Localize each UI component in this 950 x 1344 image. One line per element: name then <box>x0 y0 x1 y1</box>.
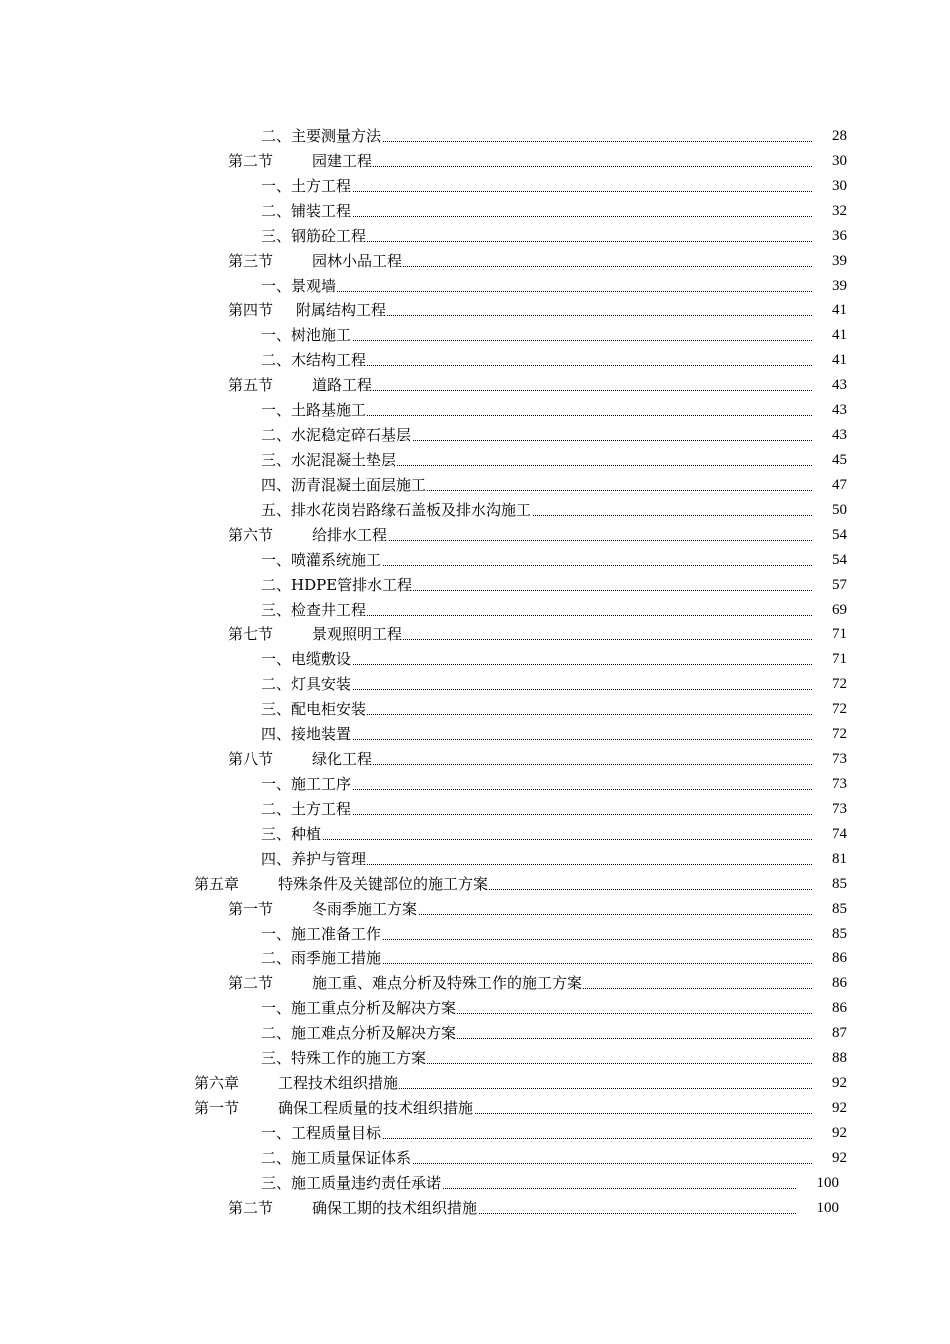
toc-entry-title: 二、施工难点分析及解决方案 <box>261 1021 457 1045</box>
toc-entry-number: 第四节 <box>228 301 274 320</box>
toc-entry-title: 三、种植 <box>261 822 322 846</box>
toc-entry-number: 第二节 <box>228 151 274 170</box>
toc-entry[interactable] <box>0 373 950 398</box>
toc-page-number: 50 <box>832 501 847 518</box>
toc-page-number: 41 <box>832 352 847 369</box>
toc-entry-number: 第五节 <box>228 376 274 395</box>
toc-page-number: 36 <box>832 227 847 244</box>
toc-entry-title: 一、土路基施工 <box>261 398 367 422</box>
toc-entry-number: 第七节 <box>228 625 274 644</box>
toc-page-number: 86 <box>832 975 847 992</box>
toc-entry-title: 三、水泥混凝土垫层 <box>261 448 397 472</box>
toc-entry-title: 二、主要测量方法 <box>261 124 382 148</box>
toc-entry[interactable] <box>0 897 950 922</box>
toc-entry[interactable] <box>0 697 950 722</box>
toc-entry-title: 一、施工工序 <box>261 772 352 796</box>
toc-entry-number: 第六节 <box>228 525 274 544</box>
toc-entry[interactable] <box>0 1046 950 1071</box>
toc-page-number: 43 <box>832 377 847 394</box>
toc-page-number: 28 <box>832 128 847 144</box>
toc-page-number: 72 <box>832 726 847 743</box>
toc-entry[interactable] <box>0 1196 950 1221</box>
toc-entry[interactable] <box>0 822 950 847</box>
toc-entry-title: 二、木结构工程 <box>261 348 367 372</box>
toc-page-number: 41 <box>832 302 847 319</box>
toc-dot-leader <box>261 839 812 840</box>
toc-entry-title: 二、土方工程 <box>261 797 352 821</box>
toc-page-number: 86 <box>832 950 847 967</box>
toc-entry[interactable] <box>0 224 950 249</box>
toc-entry[interactable] <box>0 996 950 1021</box>
toc-entry[interactable] <box>0 1071 950 1096</box>
toc-entry-title: 三、特殊工作的施工方案 <box>261 1046 427 1070</box>
toc-page-number: 39 <box>832 252 847 269</box>
toc-entry-number: 第六章 <box>194 1074 240 1093</box>
toc-entry-title: 园林小品工程 <box>312 249 403 273</box>
toc-entry-title: 一、工程质量目标 <box>261 1121 382 1145</box>
toc-entry-title: 五、排水花岗岩路缘石盖板及排水沟施工 <box>261 498 532 522</box>
toc-entry-number: 第三节 <box>228 251 274 270</box>
toc-entry-title: 绿化工程 <box>312 747 373 771</box>
toc-page-number: 45 <box>832 451 847 468</box>
toc-entry[interactable] <box>0 872 950 897</box>
toc-page-number: 85 <box>832 900 847 917</box>
toc-dot-leader <box>312 390 812 391</box>
toc-entry[interactable] <box>0 747 950 772</box>
toc-entry-number: 第一节 <box>194 1098 240 1117</box>
toc-entry[interactable] <box>0 722 950 747</box>
toc-entry[interactable] <box>0 1121 950 1146</box>
toc-entry[interactable] <box>0 199 950 224</box>
toc-page-number: 74 <box>832 825 847 842</box>
toc-entry-title: 给排水工程 <box>312 523 388 547</box>
toc-page-number: 54 <box>832 551 847 568</box>
toc-entry[interactable] <box>0 323 950 348</box>
toc-entry-title: 工程技术组织措施 <box>278 1071 399 1095</box>
toc-page-number: 92 <box>832 1075 847 1092</box>
toc-page-number: 43 <box>832 427 847 444</box>
toc-entry-number: 第二节 <box>228 974 274 993</box>
toc-entry[interactable] <box>0 971 950 996</box>
toc-entry-title: 道路工程 <box>312 373 373 397</box>
toc-entry-title: 一、树池施工 <box>261 323 352 347</box>
toc-entry[interactable] <box>0 1146 950 1171</box>
toc-page-number: 30 <box>832 152 847 169</box>
toc-entry-title: 三、钢筋砼工程 <box>261 224 367 248</box>
toc-entry[interactable] <box>0 672 950 697</box>
toc-page-number: 41 <box>832 327 847 344</box>
toc-entry-title: 一、景观墙 <box>261 274 337 298</box>
toc-entry[interactable] <box>0 149 950 174</box>
toc-page-number: 92 <box>832 1124 847 1141</box>
toc-entry-number: 第二节 <box>228 1198 274 1217</box>
toc-entry[interactable] <box>0 797 950 822</box>
toc-entry-title: 确保工程质量的技术组织措施 <box>278 1096 474 1120</box>
toc-entry-title: 四、养护与管理 <box>261 847 367 871</box>
toc-entry-title: 三、施工质量违约责任承诺 <box>261 1171 442 1195</box>
toc-page-number: 85 <box>832 925 847 942</box>
toc-entry[interactable] <box>0 124 950 149</box>
toc-entry-title: 一、施工准备工作 <box>261 922 382 946</box>
toc-page-number: 86 <box>832 1000 847 1017</box>
toc-entry[interactable] <box>0 573 950 598</box>
toc-page-number: 47 <box>832 476 847 493</box>
toc-page-number: 72 <box>832 676 847 693</box>
toc-entry[interactable] <box>0 249 950 274</box>
toc-entry[interactable] <box>0 298 950 323</box>
toc-dot-leader <box>261 291 812 292</box>
toc-entry-title: 施工重、难点分析及特殊工作的施工方案 <box>312 971 583 995</box>
toc-page-number: 71 <box>832 651 847 668</box>
toc-entry-title: 冬雨季施工方案 <box>312 897 418 921</box>
toc-page-number: 39 <box>832 277 847 294</box>
toc-entry-title: 一、土方工程 <box>261 174 352 198</box>
toc-entry[interactable] <box>0 847 950 872</box>
toc-page-number: 71 <box>832 626 847 643</box>
toc-dot-leader <box>312 764 812 765</box>
toc-entry[interactable] <box>0 772 950 797</box>
toc-entry-title: 二、施工质量保证体系 <box>261 1146 412 1170</box>
toc-entry-title: 三、配电柜安装 <box>261 697 367 721</box>
toc-entry-title: 特殊条件及关键部位的施工方案 <box>278 872 489 896</box>
toc-entry-title: 附属结构工程 <box>296 298 387 322</box>
toc-entry-title: 确保工期的技术组织措施 <box>312 1196 478 1220</box>
toc-entry[interactable] <box>0 548 950 573</box>
toc-entry-title: 一、喷灌系统施工 <box>261 548 382 572</box>
toc-entry-number: 第八节 <box>228 750 274 769</box>
toc-page-number: 73 <box>832 800 847 817</box>
toc-page-number: 92 <box>832 1149 847 1166</box>
toc-page-number: 57 <box>832 576 847 593</box>
toc-entry-title: 二、HDPE管排水工程 <box>261 573 413 597</box>
toc-page-number: 92 <box>832 1099 847 1116</box>
toc-page-number: 69 <box>832 601 847 618</box>
toc-entry-title: 二、雨季施工措施 <box>261 946 382 970</box>
toc-page-number: 100 <box>816 1174 839 1191</box>
toc-entry-title: 四、沥青混凝土面层施工 <box>261 473 427 497</box>
toc-entry[interactable] <box>0 1096 950 1121</box>
toc-entry[interactable] <box>0 523 950 548</box>
toc-entry[interactable] <box>0 1171 950 1196</box>
toc-page-number: 88 <box>832 1050 847 1067</box>
toc-entry[interactable] <box>0 423 950 448</box>
toc-entry-number: 第五章 <box>194 874 240 893</box>
toc-entry-number: 第一节 <box>228 899 274 918</box>
toc-page-number: 43 <box>832 402 847 419</box>
toc-page-number: 87 <box>832 1025 847 1042</box>
toc-page-number: 32 <box>832 202 847 219</box>
toc-entry[interactable] <box>0 922 950 947</box>
toc-entry-title: 三、检查井工程 <box>261 598 367 622</box>
toc-entry-title: 一、施工重点分析及解决方案 <box>261 996 457 1020</box>
toc-entry[interactable] <box>0 1021 950 1046</box>
toc-page-number: 73 <box>832 775 847 792</box>
toc-dot-leader <box>312 166 812 167</box>
toc-page-number: 100 <box>816 1199 839 1216</box>
toc-entry[interactable] <box>0 398 950 423</box>
toc-entry[interactable] <box>0 348 950 373</box>
toc-entry-title: 二、铺装工程 <box>261 199 352 223</box>
toc-entry-title: 景观照明工程 <box>312 622 403 646</box>
toc-page-number: 54 <box>832 526 847 543</box>
toc-page-number: 30 <box>832 177 847 194</box>
toc-page-number: 81 <box>832 850 847 867</box>
table-of-contents <box>0 124 950 1221</box>
toc-page-number: 85 <box>832 875 847 892</box>
toc-entry[interactable] <box>0 274 950 299</box>
toc-entry[interactable] <box>0 622 950 647</box>
toc-entry-title: 四、接地装置 <box>261 722 352 746</box>
toc-entry[interactable] <box>0 647 950 672</box>
toc-entry[interactable] <box>0 473 950 498</box>
toc-entry-title: 二、水泥稳定碎石基层 <box>261 423 412 447</box>
toc-entry-title: 一、电缆敷设 <box>261 647 352 671</box>
toc-entry[interactable] <box>0 598 950 623</box>
toc-entry[interactable] <box>0 946 950 971</box>
toc-entry[interactable] <box>0 498 950 523</box>
toc-page-number: 72 <box>832 701 847 718</box>
toc-entry[interactable] <box>0 448 950 473</box>
toc-page-number: 73 <box>832 751 847 768</box>
toc-entry-title: 园建工程 <box>312 149 373 173</box>
toc-entry[interactable] <box>0 174 950 199</box>
toc-entry-title: 二、灯具安装 <box>261 672 352 696</box>
